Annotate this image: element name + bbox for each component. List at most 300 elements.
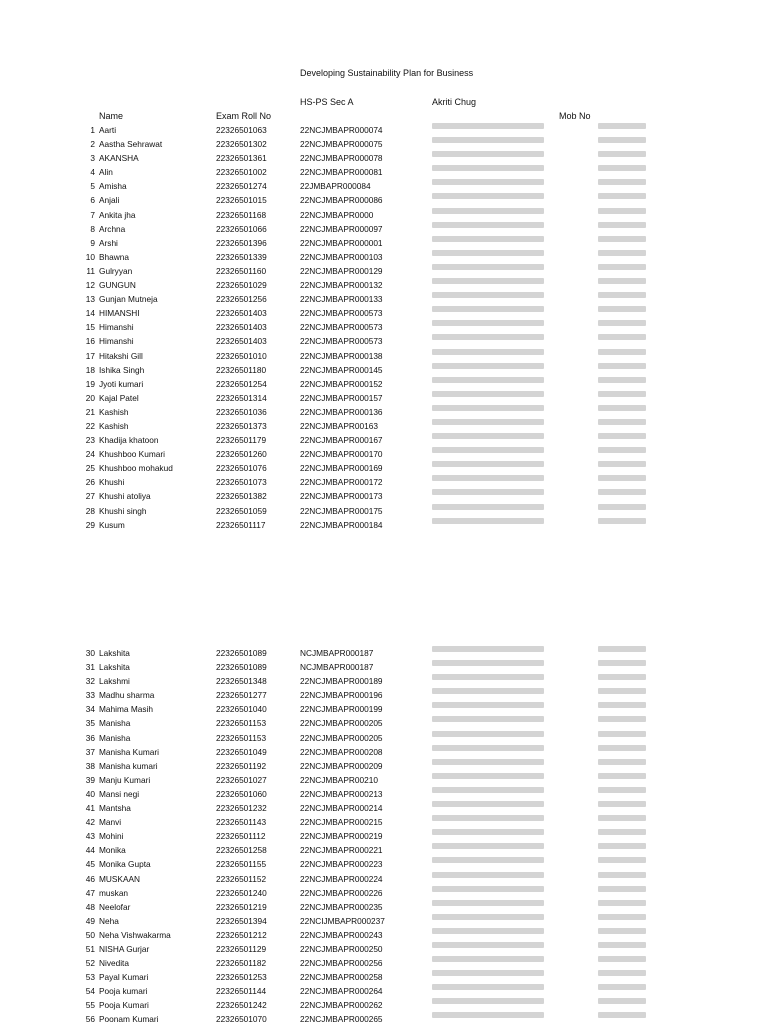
- email-placeholder: [432, 179, 544, 185]
- exam-roll-number: 22326501089: [216, 662, 267, 673]
- serial-number: 10: [85, 251, 95, 262]
- phone-placeholder: [598, 447, 646, 453]
- table-row: [0, 377, 768, 391]
- table-row: [0, 815, 768, 829]
- email-placeholder: [432, 886, 544, 892]
- serial-number: 2: [90, 139, 95, 150]
- registration-id: 22NCJMBAPR00163: [300, 420, 378, 431]
- serial-number: 12: [85, 280, 95, 291]
- registration-id: NCJMBAPR000187: [300, 662, 374, 673]
- table-row: [0, 843, 768, 857]
- phone-placeholder: [598, 433, 646, 439]
- student-name: Khushboo Kumari: [99, 449, 165, 460]
- email-placeholder: [432, 504, 544, 510]
- phone-placeholder: [598, 745, 646, 751]
- table-row: [0, 674, 768, 688]
- email-placeholder: [432, 843, 544, 849]
- table-row: [0, 970, 768, 984]
- table-row: [0, 208, 768, 222]
- exam-roll-number: 22326501242: [216, 1000, 267, 1011]
- serial-number: 20: [85, 392, 95, 403]
- student-name: Arshi: [99, 237, 118, 248]
- student-name: Neha Vishwakarma: [99, 929, 171, 940]
- mobile-column-header: Mob No: [559, 111, 591, 121]
- serial-number: 35: [85, 718, 95, 729]
- serial-number: 30: [85, 648, 95, 658]
- table-row: [0, 787, 768, 801]
- phone-placeholder: [598, 998, 646, 1004]
- table-row: [0, 123, 768, 137]
- phone-placeholder: [598, 461, 646, 467]
- student-name: Khadija khatoon: [99, 435, 159, 446]
- exam-roll-number: 22326501010: [216, 350, 267, 361]
- table-row: [0, 1012, 768, 1026]
- registration-id: 22NCJMBAPR000152: [300, 378, 383, 389]
- phone-placeholder: [598, 646, 646, 652]
- phone-placeholder: [598, 363, 646, 369]
- table-row: [0, 334, 768, 348]
- exam-roll-number: 22326501260: [216, 449, 267, 460]
- table-row: [0, 137, 768, 151]
- table-row: [0, 165, 768, 179]
- exam-roll-number: 22326501403: [216, 322, 267, 333]
- registration-id: 22NCJMBAPR000075: [300, 139, 383, 150]
- exam-roll-number: 22326501015: [216, 195, 267, 206]
- registration-id: 22NCJMBAPR000208: [300, 746, 383, 757]
- registration-id: 22NCJMBAPR000223: [300, 859, 383, 870]
- exam-roll-number: 22326501274: [216, 181, 267, 192]
- exam-roll-number: 22326501302: [216, 139, 267, 150]
- serial-number: 39: [85, 774, 95, 785]
- exam-roll-number: 22326501155: [216, 859, 267, 870]
- exam-roll-number: 22326501153: [216, 718, 267, 729]
- serial-number: 40: [85, 788, 95, 799]
- exam-roll-number: 22326501002: [216, 167, 267, 178]
- phone-placeholder: [598, 278, 646, 284]
- student-name: Neha: [99, 915, 119, 926]
- serial-number: 33: [85, 690, 95, 701]
- exam-roll-number: 22326501073: [216, 477, 267, 488]
- serial-number: 24: [85, 449, 95, 460]
- serial-number: 50: [85, 929, 95, 940]
- email-placeholder: [432, 151, 544, 157]
- student-name: Himanshi: [99, 322, 134, 333]
- table-row: [0, 886, 768, 900]
- serial-number: 32: [85, 676, 95, 687]
- email-placeholder: [432, 334, 544, 340]
- phone-placeholder: [598, 123, 646, 129]
- email-placeholder: [432, 306, 544, 312]
- serial-number: 6: [90, 195, 95, 206]
- phone-placeholder: [598, 886, 646, 892]
- phone-placeholder: [598, 787, 646, 793]
- exam-roll-number: 22326501277: [216, 690, 267, 701]
- registration-id: 22NCJMBAPR000262: [300, 1000, 383, 1011]
- exam-roll-number: 22326501129: [216, 943, 267, 954]
- student-name: MUSKAAN: [99, 873, 141, 884]
- student-name: Mantsha: [99, 803, 131, 814]
- email-placeholder: [432, 928, 544, 934]
- phone-placeholder: [598, 222, 646, 228]
- registration-id: 22NCJMBAPR000074: [300, 125, 383, 135]
- student-name: Hitakshi Gill: [99, 350, 143, 361]
- phone-placeholder: [598, 970, 646, 976]
- student-name: Ankita jha: [99, 209, 136, 220]
- table-row: [0, 716, 768, 730]
- serial-number: 8: [90, 223, 95, 234]
- student-name: Archna: [99, 223, 126, 234]
- registration-id: 22NCJMBAPR000573: [300, 322, 383, 333]
- registration-id: 22NCJMBAPR000169: [300, 463, 383, 474]
- serial-number: 23: [85, 435, 95, 446]
- phone-placeholder: [598, 193, 646, 199]
- registration-id: 22JMBAPR000084: [300, 181, 371, 192]
- email-placeholder: [432, 363, 544, 369]
- registration-id: 22NCJMBAPR000081: [300, 167, 383, 178]
- student-name: Kashish: [99, 420, 129, 431]
- student-name: Amisha: [99, 181, 127, 192]
- table-row: [0, 349, 768, 363]
- email-placeholder: [432, 264, 544, 270]
- registration-id: 22NCJMBAPR000213: [300, 788, 383, 799]
- phone-placeholder: [598, 306, 646, 312]
- serial-number: 29: [85, 519, 95, 530]
- email-placeholder: [432, 815, 544, 821]
- student-name: Gulryyan: [99, 265, 133, 276]
- registration-id: 22NCJMBAPR000167: [300, 435, 383, 446]
- exam-roll-number: 22326501339: [216, 251, 267, 262]
- student-name: Khushi atoliya: [99, 491, 151, 502]
- exam-roll-number: 22326501253: [216, 972, 267, 983]
- exam-roll-number: 22326501373: [216, 420, 267, 431]
- registration-id: 22NCJMBAPR000145: [300, 364, 383, 375]
- table-row: [0, 292, 768, 306]
- registration-id: 22NCJMBAPR000250: [300, 943, 383, 954]
- serial-number: 43: [85, 831, 95, 842]
- email-placeholder: [432, 716, 544, 722]
- exam-roll-number: 22326501240: [216, 887, 267, 898]
- exam-roll-number: 22326501256: [216, 294, 267, 305]
- email-placeholder: [432, 857, 544, 863]
- student-name: Payal Kumari: [99, 972, 149, 983]
- registration-id: 22NCJMBAPR000219: [300, 831, 383, 842]
- phone-placeholder: [598, 688, 646, 694]
- email-placeholder: [432, 433, 544, 439]
- student-name: Alin: [99, 167, 113, 178]
- exam-roll-number: 22326501160: [216, 265, 267, 276]
- student-name: Manisha kumari: [99, 760, 158, 771]
- student-name: Manisha Kumari: [99, 746, 159, 757]
- phone-placeholder: [598, 942, 646, 948]
- phone-placeholder: [598, 320, 646, 326]
- serial-number: 7: [90, 209, 95, 220]
- serial-number: 37: [85, 746, 95, 757]
- exam-roll-number: 22326501396: [216, 237, 267, 248]
- serial-number: 48: [85, 901, 95, 912]
- email-placeholder: [432, 489, 544, 495]
- table-row: [0, 660, 768, 674]
- serial-number: 55: [85, 1000, 95, 1011]
- table-row: [0, 236, 768, 250]
- phone-placeholder: [598, 208, 646, 214]
- exam-roll-number: 22326501232: [216, 803, 267, 814]
- registration-id: 22NCJMBAPR000001: [300, 237, 383, 248]
- email-placeholder: [432, 193, 544, 199]
- email-placeholder: [432, 137, 544, 143]
- page-title: Developing Sustainability Plan for Business: [300, 68, 474, 78]
- phone-placeholder: [598, 716, 646, 722]
- email-placeholder: [432, 674, 544, 680]
- registration-id: 22NCJMBAPR000173: [300, 491, 383, 502]
- email-placeholder: [432, 292, 544, 298]
- email-placeholder: [432, 829, 544, 835]
- exam-roll-number: 22326501382: [216, 491, 267, 502]
- registration-id: 22NCJMBAPR000235: [300, 901, 383, 912]
- table-row: [0, 984, 768, 998]
- phone-placeholder: [598, 815, 646, 821]
- phone-placeholder: [598, 801, 646, 807]
- table-row: [0, 320, 768, 334]
- registration-id: 22NCJMBAPR000205: [300, 732, 383, 743]
- registration-id: 22NCJMBAPR000224: [300, 873, 383, 884]
- student-name: Monika Gupta: [99, 859, 151, 870]
- exam-roll-number: 22326501254: [216, 378, 267, 389]
- table-row: [0, 405, 768, 419]
- serial-number: 38: [85, 760, 95, 771]
- serial-number: 13: [85, 294, 95, 305]
- registration-id: 22NCJMBAPR000078: [300, 153, 383, 164]
- phone-placeholder: [598, 475, 646, 481]
- email-placeholder: [432, 646, 544, 652]
- student-name: Manju Kumari: [99, 774, 151, 785]
- table-row: [0, 363, 768, 377]
- teacher-label: Akriti Chug: [432, 97, 477, 107]
- exam-roll-number: 22326501112: [216, 831, 266, 842]
- email-placeholder: [432, 998, 544, 1004]
- registration-id: 22NCJMBAPR000258: [300, 972, 383, 983]
- student-name: Manisha: [99, 718, 131, 729]
- exam-roll-number: 22326501314: [216, 392, 267, 403]
- serial-number: 25: [85, 463, 95, 474]
- table-row: [0, 801, 768, 815]
- exam-roll-number: 22326501040: [216, 704, 267, 715]
- registration-id: 22NCJMBAPR000170: [300, 449, 383, 460]
- serial-number: 16: [85, 336, 95, 347]
- exam-roll-number: 22326501143: [216, 817, 267, 828]
- exam-roll-number: 22326501027: [216, 774, 267, 785]
- email-placeholder: [432, 250, 544, 256]
- exam-roll-number: 22326501066: [216, 223, 267, 234]
- email-placeholder: [432, 787, 544, 793]
- table-row: [0, 759, 768, 773]
- registration-id: 22NCJMBAPR0000: [300, 209, 374, 220]
- student-name: Lakshmi: [99, 676, 130, 687]
- student-name: Mohini: [99, 831, 124, 842]
- table-row: [0, 264, 768, 278]
- student-name: Kashish: [99, 406, 129, 417]
- phone-placeholder: [598, 872, 646, 878]
- phone-placeholder: [598, 151, 646, 157]
- table-row: [0, 433, 768, 447]
- phone-placeholder: [598, 674, 646, 680]
- registration-id: 22NCJMBAPR000199: [300, 704, 383, 715]
- table-row: [0, 447, 768, 461]
- serial-number: 1: [90, 125, 95, 135]
- exam-roll-number: 22326501212: [216, 929, 267, 940]
- email-placeholder: [432, 660, 544, 666]
- exam-roll-number: 22326501258: [216, 845, 267, 856]
- table-row: [0, 193, 768, 207]
- student-name: Madhu sharma: [99, 690, 155, 701]
- registration-id: 22NCJMBAPR000196: [300, 690, 383, 701]
- table-row: [0, 278, 768, 292]
- table-row: [0, 688, 768, 702]
- table-row: [0, 942, 768, 956]
- registration-id: 22NCJMBAPR000086: [300, 195, 383, 206]
- email-placeholder: [432, 419, 544, 425]
- email-placeholder: [432, 405, 544, 411]
- student-name: Ishika Singh: [99, 364, 145, 375]
- student-name: Monika: [99, 845, 126, 856]
- table-row: [0, 222, 768, 236]
- phone-placeholder: [598, 334, 646, 340]
- student-name: NISHA Gurjar: [99, 943, 150, 954]
- email-placeholder: [432, 165, 544, 171]
- table-row: [0, 646, 768, 660]
- email-placeholder: [432, 956, 544, 962]
- student-name: Mahima Masih: [99, 704, 153, 715]
- registration-id: 22NCJMBAPR000189: [300, 676, 383, 687]
- email-placeholder: [432, 970, 544, 976]
- student-name: Manisha: [99, 732, 131, 743]
- phone-placeholder: [598, 349, 646, 355]
- name-column-header: Name: [99, 111, 124, 121]
- table-row: [0, 475, 768, 489]
- phone-placeholder: [598, 759, 646, 765]
- serial-number: 34: [85, 704, 95, 715]
- student-name: muskan: [99, 887, 129, 898]
- phone-placeholder: [598, 504, 646, 510]
- table-row: [0, 928, 768, 942]
- phone-placeholder: [598, 773, 646, 779]
- registration-id: 22NCJMBAPR000172: [300, 477, 383, 488]
- exam-roll-number: 22326501153: [216, 732, 267, 743]
- email-placeholder: [432, 1012, 544, 1018]
- phone-placeholder: [598, 250, 646, 256]
- student-name: Mansi negi: [99, 788, 140, 799]
- registration-id: 22NCJMBAPR000097: [300, 223, 383, 234]
- registration-id: 22NCJMBAPR000265: [300, 1014, 383, 1025]
- email-placeholder: [432, 900, 544, 906]
- phone-placeholder: [598, 518, 646, 524]
- exam-roll-number: 22326501117: [216, 519, 266, 530]
- table-row: [0, 956, 768, 970]
- serial-number: 31: [85, 662, 95, 673]
- email-placeholder: [432, 518, 544, 524]
- serial-number: 46: [85, 873, 95, 884]
- table-row: [0, 900, 768, 914]
- exam-roll-number: 22326501192: [216, 760, 267, 771]
- table-row: [0, 250, 768, 264]
- registration-id: 22NCJMBAPR000221: [300, 845, 383, 856]
- phone-placeholder: [598, 236, 646, 242]
- serial-number: 19: [85, 378, 95, 389]
- registration-id: 22NCJMBAPR000103: [300, 251, 383, 262]
- email-placeholder: [432, 349, 544, 355]
- section-label: HS-PS Sec A: [300, 97, 354, 107]
- email-placeholder: [432, 236, 544, 242]
- serial-number: 14: [85, 308, 95, 319]
- phone-placeholder: [598, 1012, 646, 1018]
- table-row: [0, 857, 768, 871]
- phone-placeholder: [598, 914, 646, 920]
- serial-number: 36: [85, 732, 95, 743]
- phone-placeholder: [598, 179, 646, 185]
- student-name: Gunjan Mutneja: [99, 294, 158, 305]
- serial-number: 3: [90, 153, 95, 164]
- email-placeholder: [432, 123, 544, 129]
- roster-block-1: [0, 123, 768, 532]
- student-name: Nivedita: [99, 958, 129, 969]
- email-placeholder: [432, 773, 544, 779]
- registration-id: 22NCJMBAPR000209: [300, 760, 383, 771]
- table-row: [0, 829, 768, 843]
- student-name: HIMANSHI: [99, 308, 140, 319]
- serial-number: 15: [85, 322, 95, 333]
- email-placeholder: [432, 447, 544, 453]
- exam-roll-number: 22326501348: [216, 676, 267, 687]
- email-placeholder: [432, 702, 544, 708]
- serial-number: 9: [90, 237, 95, 248]
- registration-id: 22NCJMBAPR000129: [300, 265, 383, 276]
- phone-placeholder: [598, 264, 646, 270]
- exam-roll-number: 22326501060: [216, 788, 267, 799]
- exam-roll-number: 22326501063: [216, 125, 267, 135]
- serial-number: 17: [85, 350, 95, 361]
- table-row: [0, 914, 768, 928]
- email-placeholder: [432, 461, 544, 467]
- registration-id: NCJMBAPR000187: [300, 648, 374, 658]
- email-placeholder: [432, 208, 544, 214]
- roster-block-2: [0, 646, 768, 1027]
- table-row: [0, 419, 768, 433]
- serial-number: 44: [85, 845, 95, 856]
- table-row: [0, 731, 768, 745]
- email-placeholder: [432, 475, 544, 481]
- phone-placeholder: [598, 377, 646, 383]
- serial-number: 18: [85, 364, 95, 375]
- registration-id: 22NCJMBAPR000138: [300, 350, 383, 361]
- registration-id: 22NCJMBAPR000214: [300, 803, 383, 814]
- phone-placeholder: [598, 165, 646, 171]
- table-row: [0, 518, 768, 532]
- table-row: [0, 151, 768, 165]
- phone-placeholder: [598, 292, 646, 298]
- student-name: Anjali: [99, 195, 120, 206]
- phone-placeholder: [598, 843, 646, 849]
- phone-placeholder: [598, 405, 646, 411]
- exam-roll-number: 22326501403: [216, 308, 267, 319]
- registration-id: 22NCJMBAPR000256: [300, 958, 383, 969]
- exam-roll-number: 22326501219: [216, 901, 267, 912]
- student-name: Khushboo mohakud: [99, 463, 173, 474]
- table-row: [0, 998, 768, 1012]
- email-placeholder: [432, 731, 544, 737]
- student-name: AKANSHA: [99, 153, 139, 164]
- phone-placeholder: [598, 731, 646, 737]
- exam-roll-number: 22326501144: [216, 986, 267, 997]
- serial-number: 52: [85, 958, 95, 969]
